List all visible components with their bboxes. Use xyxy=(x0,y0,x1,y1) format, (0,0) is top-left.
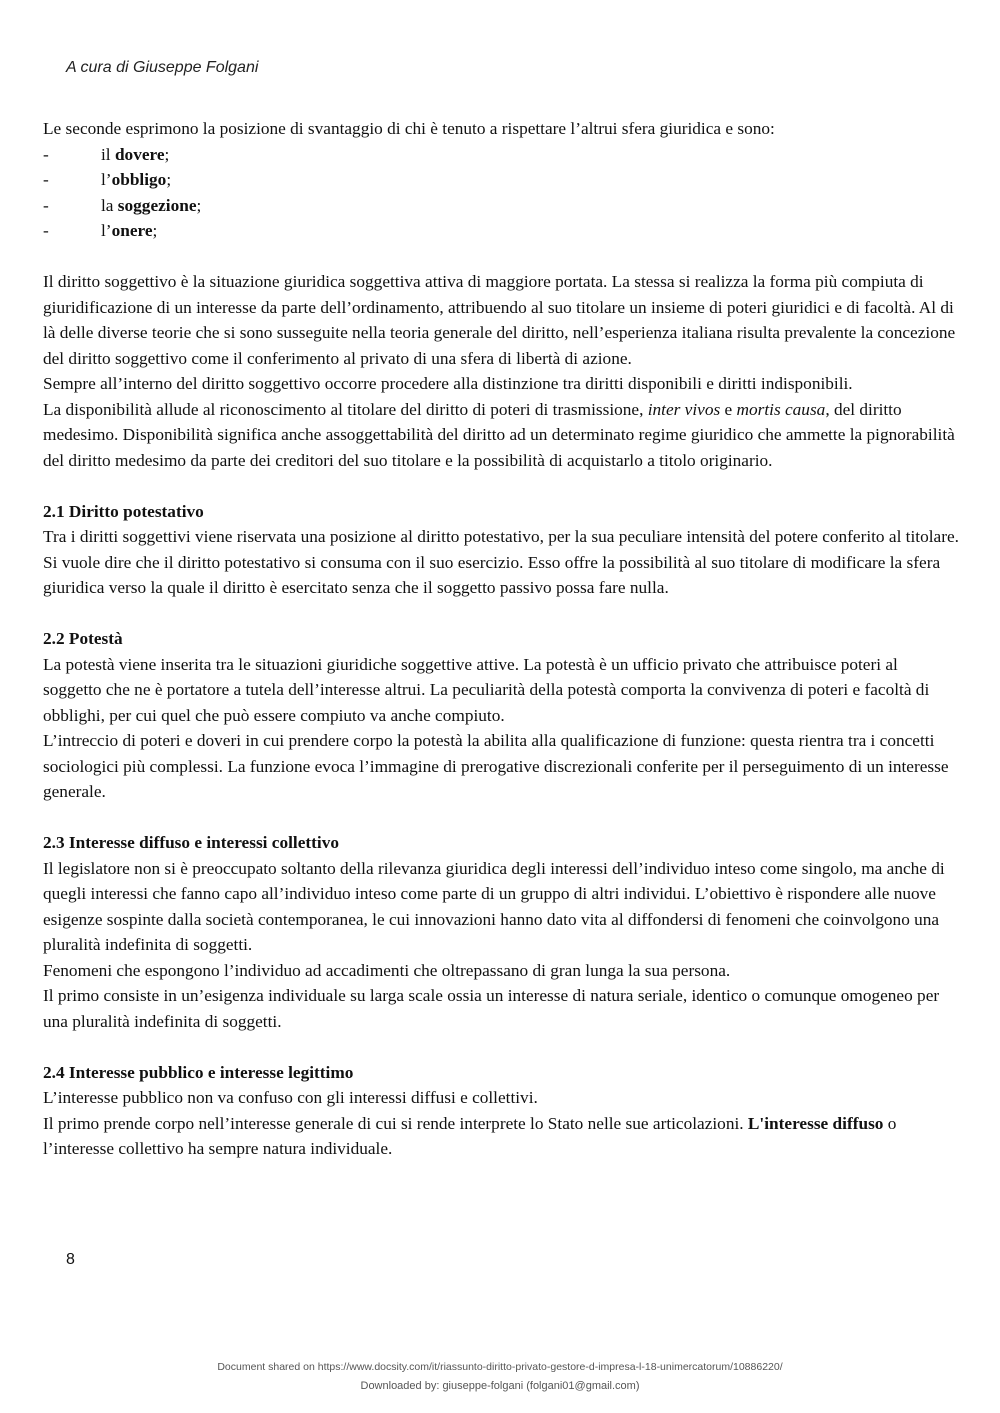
list-item: - la soggezione; xyxy=(43,193,959,219)
list-dash: - xyxy=(43,144,49,164)
intro-paragraph: Le seconde esprimono la posizione di svantaggio di chi è tenuto a rispettare l’altrui sfera giuridica e sono: xyxy=(43,119,775,138)
section-heading: 2.4 Interesse pubblico e interesse legittimo xyxy=(43,1062,354,1082)
section-heading: 2.3 Interesse diffuso e interessi collettivo xyxy=(43,833,339,852)
list-term: obbligo xyxy=(111,170,167,189)
paragraph: Sempre all’interno del diritto soggettivo occorre procedere alla distinzione tra diritti disponibili e diritti indisponibili. xyxy=(43,374,853,393)
paragraph: La potestà viene inserita tra le situazioni giuridiche soggettive attive. La potestà è un ufficio privato che attribuisce poteri al soggetto che ne è portatore a tutela dell’interesse altrui. La peculiarità della potestà comporta la convivenza di poteri e facoltà di obblighi, per cui quel che può essere compiuto va anche compiuto. xyxy=(43,654,930,725)
list-term: soggezione xyxy=(117,195,197,215)
paragraph: Il primo consiste in un’esigenza individuale su larga scale ossia un interesse di natura seriale, identico o comunque omogeneo per una pluralità indefinita di soggetti. xyxy=(43,986,940,1031)
duties-list xyxy=(43,142,959,244)
paragraph: La disponibilità allude al riconoscimento al titolare del diritto di poteri di trasmissione, inter vivos e mortis causa, del diritto medesimo. Disponibilità significa anche assoggettabilità del diritto ad un determinato regime giuridico che ammette la pignorabilità del diritto medesimo da parte dei creditori del suo titolare e la possibilità di acquistarlo a titolo originario. xyxy=(43,399,955,470)
paragraph: L’interesse pubblico non va confuso con gli interessi diffusi e collettivi. xyxy=(43,1088,538,1107)
paragraph: L’intreccio di poteri e doveri in cui prendere corpo la potestà la abilita alla qualificazione di funzione: questa rientra tra i concetti sociologici più complessi. La funzione evoca l’immagine di prerogative discrezionali conferite per il perseguimento di un interesse generale. xyxy=(43,731,949,801)
footer-shared-link[interactable]: Document shared on https://www.docsity.com/it/riassunto-diritto-privato-gestore-d-impresa-l-18-unimercatorum/10886220/ xyxy=(217,1361,783,1373)
list-term: onere xyxy=(111,221,153,240)
list-item: - l’onere; xyxy=(43,218,959,244)
section-heading: 2.2 Potestà xyxy=(43,629,123,648)
paragraph: Tra i diritti soggettivi viene riservata una posizione al diritto potestativo, per la sua peculiare intensità del potere conferito al titolare. Si vuole dire che il diritto potestativo si consuma con il suo esercizio. Esso offre la possibilità al suo titolare di modificare la sfera giuridica verso la quale il diritto è esercitato senza che il soggetto passivo possa fare nulla. xyxy=(43,527,959,597)
list-dash: - xyxy=(43,170,49,189)
list-dash: - xyxy=(43,195,49,215)
paragraph: Il primo prende corpo nell’interesse generale di cui si rende interprete lo Stato nelle sue articolazioni. L'interesse diffuso o l’interesse collettivo ha sempre natura individuale. xyxy=(43,1113,897,1158)
paragraph: Il diritto soggettivo è la situazione giuridica soggettiva attiva di maggiore portata. La stessa si realizza la forma più compiuta di giuridificazione di un interesse da parte dell’ordinamento, attribuendo al suo titolare un insieme di poteri giuridici e di facoltà. Al di là delle diverse teorie che si sono susseguite nella teoria generale del diritto, nell’esperienza italiana risulta prevalente la concezione del diritto soggettivo come il conferimento al privato di una sfera di libertà di azione. xyxy=(43,272,956,368)
list-item: - l’obbligo; xyxy=(43,167,959,193)
paragraph: Il legislatore non si è preoccupato soltanto della rilevanza giuridica degli interessi dell’individuo inteso come singolo, ma anche di quegli interessi che fanno capo all’individuo inteso come parte di un gruppo di altri individui. L’obiettivo è rispondere alle nuove esigenze sospinte dalla società contemporanea, le cui innovazioni hanno dato vita al diffondersi di fenomeni che coinvolgono una pluralità indefinita di soggetti. xyxy=(43,858,945,954)
section-heading: 2.1 Diritto potestativo xyxy=(43,501,204,521)
list-term: dovere xyxy=(114,144,165,164)
page-number: 8 xyxy=(66,1251,75,1268)
paragraph: Fenomeni che espongono l’individuo ad accadimenti che oltrepassano di gran lunga la sua persona. xyxy=(43,960,731,980)
document-body xyxy=(43,116,959,1162)
page-header-author: A cura di Giuseppe Folgani xyxy=(66,59,259,76)
list-item: - il dovere; xyxy=(43,142,959,168)
list-dash: - xyxy=(43,221,49,240)
footer-downloaded-by: Downloaded by: giuseppe-folgani (folgani01@gmail.com) xyxy=(360,1380,640,1392)
